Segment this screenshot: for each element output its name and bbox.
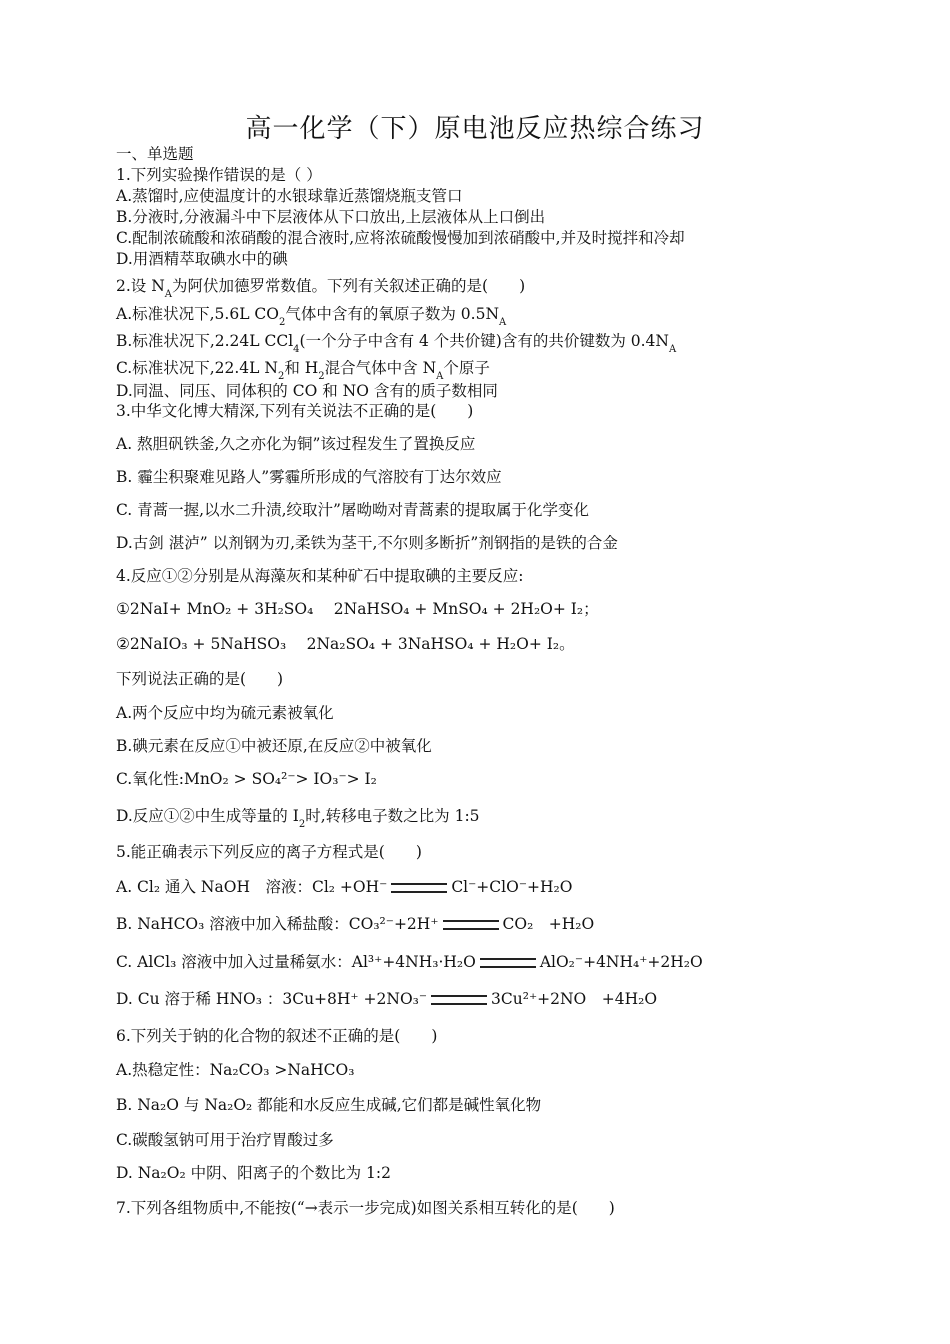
q2-option-a xyxy=(116,304,506,327)
q2-option-c xyxy=(116,358,490,381)
q1-option-c: C.配制浓硫酸和浓硝酸的混合液时,应将浓硫酸慢慢加到浓硝酸中,并及时搅拌和冷却 xyxy=(116,229,685,247)
equals-sign xyxy=(443,920,499,930)
text: CO₂ +H₂O xyxy=(502,915,595,933)
q6-option-a: A.热稳定性：Na₂CO₃ >NaHCO₃ xyxy=(116,1061,355,1079)
q6-stem: 6.下列关于钠的化合物的叙述不正确的是( ) xyxy=(116,1027,438,1045)
subscript: 2 xyxy=(279,317,286,328)
text: 气体中含有的氧原子数为 0.5N xyxy=(285,305,500,323)
text: D.反应①②中生成等量的 I xyxy=(116,807,299,825)
q5-option-d xyxy=(116,989,657,1009)
subscript: A xyxy=(499,317,507,328)
text: Cl⁻+ClO⁻+H₂O xyxy=(451,878,573,896)
subscript: 2 xyxy=(277,371,285,382)
subscript: 2 xyxy=(318,371,325,382)
equals-sign xyxy=(431,995,487,1005)
q1-option-a: A.蒸馏时,应使温度计的水银球靠近蒸馏烧瓶支管口 xyxy=(116,187,463,205)
q3-option-a: A. 熬胆矾铁釜,久之亦化为铜”该过程发生了置换反应 xyxy=(116,435,476,453)
subscript: A xyxy=(668,344,677,355)
q2-stem xyxy=(116,276,525,299)
q4-ask: 下列说法正确的是( ) xyxy=(116,670,284,688)
q4-option-a: A.两个反应中均为硫元素被氧化 xyxy=(116,704,334,722)
q5-option-a xyxy=(116,877,572,897)
q3-stem: 3.中华文化博大精深,下列有关说法不正确的是( ) xyxy=(116,402,474,420)
q5-stem: 5.能正确表示下列反应的离子方程式是( ) xyxy=(116,843,422,861)
subscript: A xyxy=(436,371,444,382)
q4-reaction-2: ②2NaIO₃ + 5NaHSO₃ 2Na₂SO₄ + 3NaHSO₄ + H₂O+ I₂。 xyxy=(116,635,575,653)
q3-option-b: B. 霾尘积聚难见路人”雾霾所形成的气溶胶有丁达尔效应 xyxy=(116,468,502,486)
q4-stem: 4.反应①②分别是从海藻灰和某种矿石中提取碘的主要反应: xyxy=(116,567,524,585)
text: C. AlCl₃ 溶液中加入过量稀氨水：Al³⁺+4NH₃·H₂O xyxy=(116,953,476,971)
text: AlO₂⁻+4NH₄⁺+2H₂O xyxy=(539,953,703,971)
text: 混合气体中含 N xyxy=(324,359,437,377)
q6-option-b: B. Na₂O 与 Na₂O₂ 都能和水反应生成碱,它们都是碱性氧化物 xyxy=(116,1096,542,1114)
text: A.标准状况下,5.6L CO xyxy=(116,305,279,323)
text: D. Cu 溶于稀 HNO₃ ：3Cu+8H⁺ +2NO₃⁻ xyxy=(116,990,428,1008)
q7-stem: 7.下列各组物质中,不能按(“→表示一步完成)如图关系相互转化的是( ) xyxy=(116,1199,615,1217)
q6-option-c: C.碳酸氢钠可用于治疗胃酸过多 xyxy=(116,1131,334,1149)
q5-option-b xyxy=(116,914,594,934)
text: C.标准状况下,22.4L N xyxy=(116,359,278,377)
text: 3Cu²⁺+2NO +4H₂O xyxy=(491,990,658,1008)
q4-option-b: B.碘元素在反应①中被还原,在反应②中被氧化 xyxy=(116,737,432,755)
q3-option-d: D.古剑 湛泸” 以剂钢为刃,柔铁为茎干,不尔则多断折”剂钢指的是铁的合金 xyxy=(116,534,618,552)
q1-option-b: B.分液时,分液漏斗中下层液体从下口放出,上层液体从上口倒出 xyxy=(116,208,546,226)
q5-option-c xyxy=(116,952,703,972)
text: B.标准状况下,2.24L CCl xyxy=(116,332,294,350)
section-heading: 一、单选题 xyxy=(116,145,194,163)
text: 时,转移电子数之比为 1:5 xyxy=(305,807,480,825)
text: B. NaHCO₃ 溶液中加入稀盐酸：CO₃²⁻+2H⁺ xyxy=(116,915,439,933)
text: 和 H xyxy=(284,359,319,377)
q4-option-d xyxy=(116,806,480,829)
text: (一个分子中含有 4 个共价键)含有的共价键数为 0.4N xyxy=(299,332,669,350)
text: 个原子 xyxy=(443,359,490,377)
equals-sign xyxy=(480,958,536,968)
text: A. Cl₂ 通入 NaOH 溶液：Cl₂ +OH⁻ xyxy=(116,878,388,896)
q2-stem-text: 2.设 N xyxy=(116,277,165,295)
q2-option-b xyxy=(116,331,676,354)
q6-option-d: D. Na₂O₂ 中阴、阳离子的个数比为 1:2 xyxy=(116,1164,391,1182)
equals-sign xyxy=(391,883,447,893)
q4-option-c: C.氧化性:MnO₂ > SO₄²⁻> IO₃⁻> I₂ xyxy=(116,770,377,788)
q4-reaction-1: ①2NaI+ MnO₂ + 3H₂SO₄ 2NaHSO₄ + MnSO₄ + 2H₂O+ I₂； xyxy=(116,600,599,618)
q1-stem: 1.下列实验操作错误的是（ ） xyxy=(116,166,322,184)
q1-option-d: D.用酒精萃取碘水中的碘 xyxy=(116,250,288,268)
q3-option-c: C. 青蒿一握,以水二升渍,绞取汁”屠呦呦对青蒿素的提取属于化学变化 xyxy=(116,501,589,519)
subscript: 4 xyxy=(293,344,300,355)
subscript: 2 xyxy=(298,819,306,830)
q2-option-d: D.同温、同压、同体积的 CO 和 NO 含有的质子数相同 xyxy=(116,382,498,400)
q2-stem-text-2: 为阿伏加德罗常数值。下列有关叙述正确的是( ) xyxy=(172,277,526,295)
page-title: 高一化学（下）原电池反应热综合练习 xyxy=(245,114,705,144)
subscript: A xyxy=(164,289,173,300)
